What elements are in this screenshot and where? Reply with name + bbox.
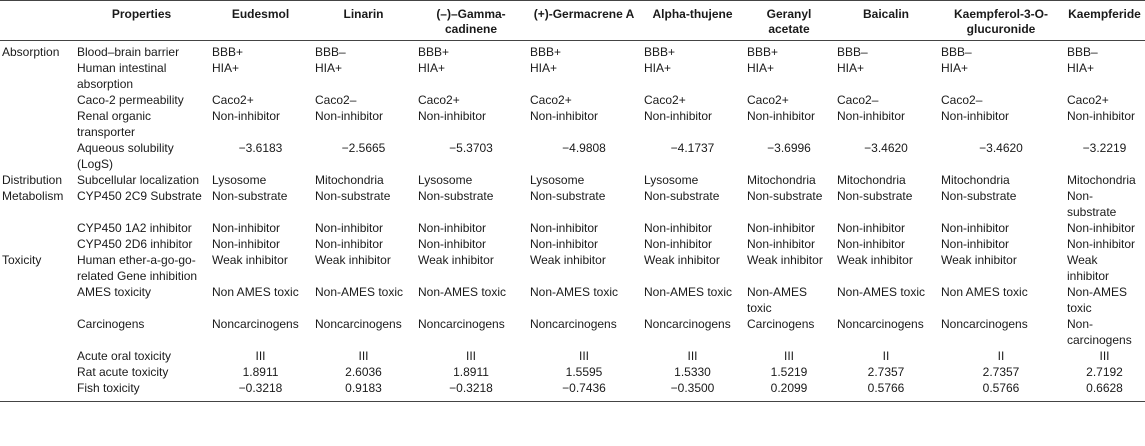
value-cell: −3.4620 (864, 141, 908, 155)
value-cell: 2.7357 (867, 365, 905, 379)
section-cell (0, 364, 74, 380)
value-cell: Non-inhibitor (837, 221, 906, 235)
property-cell: CYP450 1A2 inhibitor (77, 221, 192, 235)
value-cell: BBB– (315, 45, 346, 59)
value-cell: Caco2+ (747, 93, 789, 107)
table-row (0, 284, 1145, 316)
section-cell: Absorption (2, 45, 60, 59)
property-cell: Aqueous solubility (LogS) (77, 141, 174, 171)
value-cell: Caco2+ (418, 93, 460, 107)
property-cell: Human ether-a-go-go-related Gene inhibition (77, 253, 198, 283)
value-cell: Non-inhibitor (212, 221, 281, 235)
value-cell: Non-AMES toxic (530, 285, 619, 299)
value-cell: Non AMES toxic (941, 285, 1028, 299)
header-cell: Alpha-thujene (652, 7, 733, 21)
table-row (0, 108, 1145, 140)
value-cell: HIA+ (837, 61, 865, 75)
value-cell: Caco2+ (212, 93, 254, 107)
section-cell (0, 236, 74, 252)
value-cell: BBB+ (212, 45, 244, 59)
value-cell: HIA+ (315, 61, 343, 75)
value-cell: Non-inhibitor (315, 237, 384, 251)
table-row (0, 348, 1145, 364)
value-cell: BBB– (837, 45, 868, 59)
section-cell (0, 92, 74, 108)
section-cell (0, 220, 74, 236)
value-cell: −0.3218 (415, 380, 527, 402)
value-cell: 1.5219 (770, 365, 808, 379)
property-cell: Fish toxicity (74, 380, 209, 402)
header-cell: Eudesmol (231, 7, 290, 21)
value-cell: II (882, 349, 890, 363)
value-cell: Non-inhibitor (837, 237, 906, 251)
value-cell: HIA+ (212, 61, 240, 75)
value-cell: −4.1737 (670, 141, 715, 155)
value-cell: Caco2+ (644, 93, 686, 107)
value-cell: Noncarcinogens (837, 317, 924, 331)
value-cell: Non-inhibitor (747, 221, 816, 235)
property-cell: Carcinogens (77, 317, 145, 331)
value-cell: Weak inhibitor (941, 253, 1017, 267)
table-row (0, 316, 1145, 348)
value-cell: BBB– (941, 45, 972, 59)
property-cell: Rat acute toxicity (77, 365, 169, 379)
value-cell: 0.6628 (1064, 380, 1145, 402)
value-cell: Lysosome (530, 173, 585, 187)
value-cell: Lysosome (418, 173, 473, 187)
value-cell: −3.6996 (767, 141, 811, 155)
value-cell: Non-inhibitor (644, 221, 713, 235)
header-cell: Baicalin (862, 7, 910, 21)
value-cell: −4.9808 (562, 141, 606, 155)
header-cell: (–)–Gamma-cadinene (436, 7, 506, 36)
value-cell: HIA+ (644, 61, 672, 75)
value-cell: −0.3500 (641, 380, 744, 402)
value-cell: BBB+ (747, 45, 779, 59)
value-cell: Non-inhibitor (644, 237, 713, 251)
value-cell: BBB+ (530, 45, 562, 59)
value-cell: −0.7436 (527, 380, 641, 402)
value-cell: Non-substrate (837, 189, 913, 203)
section-cell (0, 140, 74, 172)
value-cell: Caco2+ (1067, 93, 1109, 107)
table-body (0, 41, 1145, 402)
value-cell: Noncarcinogens (941, 317, 1028, 331)
value-cell: Non-inhibitor (315, 221, 384, 235)
value-cell: Noncarcinogens (315, 317, 402, 331)
value-cell: −3.2219 (1082, 141, 1127, 155)
value-cell: Weak inhibitor (315, 253, 391, 267)
value-cell: Carcinogens (747, 317, 815, 331)
value-cell: HIA+ (1067, 61, 1095, 75)
header-row (0, 1, 1145, 41)
value-cell: III (783, 349, 794, 363)
table-row (0, 236, 1145, 252)
header-cell (0, 1, 74, 41)
value-cell: Non-substrate (747, 189, 823, 203)
value-cell: Non-inhibitor (1067, 221, 1136, 235)
value-cell: III (687, 349, 698, 363)
header-cell: Geranyl acetate (766, 7, 812, 36)
value-cell: Weak inhibitor (747, 253, 823, 267)
value-cell: Weak inhibitor (418, 253, 494, 267)
value-cell: Caco2– (837, 93, 879, 107)
value-cell: II (997, 349, 1005, 363)
table-row (0, 252, 1145, 284)
value-cell: Mitochondria (1067, 173, 1136, 187)
value-cell: Non-inhibitor (530, 221, 599, 235)
value-cell: Weak inhibitor (212, 253, 288, 267)
value-cell: Weak inhibitor (530, 253, 606, 267)
header-cell: Linarin (343, 7, 384, 21)
section-cell: Distribution (2, 173, 63, 187)
value-cell: Non-inhibitor (941, 221, 1010, 235)
section-cell (0, 316, 74, 348)
value-cell: Non-substrate (315, 189, 391, 203)
value-cell: BBB+ (644, 45, 676, 59)
value-cell: Caco2– (315, 93, 357, 107)
value-cell: Non-AMES toxic (315, 285, 404, 299)
value-cell: Non-inhibitor (212, 109, 281, 123)
property-cell: Subcellular localization (77, 173, 200, 187)
header-cell: (+)-Germacrene A (533, 7, 635, 21)
table-row (0, 92, 1145, 108)
value-cell: Non-inhibitor (747, 109, 816, 123)
value-cell: Weak inhibitor (1067, 253, 1110, 283)
property-cell: CYP450 2C9 Substrate (77, 189, 202, 203)
value-cell: Mitochondria (941, 173, 1010, 187)
value-cell: Non-substrate (530, 189, 606, 203)
value-cell: −0.3218 (209, 380, 312, 402)
section-cell (0, 348, 74, 364)
value-cell: 0.5766 (834, 380, 938, 402)
table-row (0, 188, 1145, 220)
section-cell (0, 380, 74, 402)
value-cell: 0.9183 (312, 380, 415, 402)
value-cell: III (578, 349, 589, 363)
section-cell (0, 60, 74, 92)
value-cell: 1.8911 (242, 365, 279, 379)
value-cell: Weak inhibitor (644, 253, 720, 267)
value-cell: Caco2– (941, 93, 983, 107)
value-cell: Non-substrate (1067, 189, 1117, 219)
value-cell: Non-inhibitor (212, 237, 281, 251)
table-row (0, 220, 1145, 236)
section-cell (0, 108, 74, 140)
value-cell: Non-substrate (418, 189, 494, 203)
table-row (0, 41, 1145, 61)
value-cell: Non-carcinogens (1067, 317, 1132, 347)
table-row (0, 60, 1145, 92)
value-cell: Non-AMES toxic (418, 285, 507, 299)
value-cell: 2.7357 (982, 365, 1020, 379)
value-cell: Non-AMES toxic (1067, 285, 1128, 315)
value-cell: 2.7192 (1086, 365, 1123, 379)
value-cell: Non AMES toxic (212, 285, 299, 299)
table-row (0, 380, 1145, 402)
value-cell: Non-inhibitor (644, 109, 713, 123)
value-cell: Noncarcinogens (418, 317, 505, 331)
value-cell: Mitochondria (837, 173, 906, 187)
value-cell: HIA+ (747, 61, 775, 75)
value-cell: HIA+ (418, 61, 446, 75)
value-cell: Noncarcinogens (530, 317, 617, 331)
value-cell: Noncarcinogens (212, 317, 299, 331)
value-cell: 1.8911 (453, 365, 489, 379)
value-cell: Non-substrate (212, 189, 288, 203)
value-cell: Non-AMES toxic (747, 285, 808, 315)
value-cell: Non-inhibitor (941, 237, 1010, 251)
section-cell: Metabolism (2, 189, 64, 203)
value-cell: III (255, 349, 266, 363)
value-cell: III (358, 349, 369, 363)
value-cell: Non-inhibitor (1067, 109, 1136, 123)
header-cell: Properties (111, 7, 172, 21)
value-cell: Non-inhibitor (418, 237, 487, 251)
value-cell: Non-inhibitor (530, 109, 599, 123)
value-cell: −2.5665 (341, 141, 386, 155)
header-cell: Kaempferol-3-O-glucuronide (953, 7, 1048, 36)
value-cell: 1.5330 (674, 365, 711, 379)
table-row (0, 140, 1145, 172)
property-cell: Caco-2 permeability (77, 93, 184, 107)
value-cell: Non-substrate (941, 189, 1017, 203)
value-cell: −5.3703 (449, 141, 493, 155)
value-cell: 0.2099 (744, 380, 834, 402)
table-row (0, 364, 1145, 380)
value-cell: 2.6036 (345, 365, 382, 379)
property-cell: Blood–brain barrier (77, 45, 180, 59)
value-cell: Non-AMES toxic (644, 285, 733, 299)
value-cell: Non-inhibitor (1067, 237, 1136, 251)
property-cell: CYP450 2D6 inhibitor (77, 237, 193, 251)
property-cell: Acute oral toxicity (77, 349, 172, 363)
value-cell: 1.5595 (565, 365, 603, 379)
value-cell: Non-inhibitor (418, 221, 487, 235)
value-cell: III (1099, 349, 1110, 363)
value-cell: BBB– (1067, 45, 1098, 59)
value-cell: Non-inhibitor (315, 109, 384, 123)
table-row (0, 172, 1145, 188)
value-cell: Mitochondria (747, 173, 816, 187)
value-cell: Lysosome (212, 173, 267, 187)
value-cell: −3.6183 (238, 141, 283, 155)
value-cell: Noncarcinogens (644, 317, 731, 331)
value-cell: Mitochondria (315, 173, 384, 187)
section-cell (0, 284, 74, 316)
property-cell: Human intestinal absorption (77, 61, 167, 91)
value-cell: Weak inhibitor (837, 253, 913, 267)
value-cell: Non-substrate (644, 189, 720, 203)
value-cell: −3.4620 (979, 141, 1023, 155)
value-cell: Non-inhibitor (941, 109, 1010, 123)
value-cell: 0.5766 (938, 380, 1064, 402)
value-cell: Non-inhibitor (530, 237, 599, 251)
property-cell: Renal organic transporter (77, 109, 152, 139)
value-cell: Caco2+ (530, 93, 572, 107)
value-cell: Non-inhibitor (837, 109, 906, 123)
property-cell: AMES toxicity (77, 285, 152, 299)
value-cell: Non-AMES toxic (837, 285, 926, 299)
value-cell: HIA+ (941, 61, 969, 75)
value-cell: Lysosome (644, 173, 699, 187)
value-cell: Non-inhibitor (747, 237, 816, 251)
section-cell: Toxicity (2, 253, 42, 267)
value-cell: BBB+ (418, 45, 450, 59)
value-cell: III (465, 349, 476, 363)
header-cell: Kaempferide (1068, 7, 1141, 21)
value-cell: Non-inhibitor (418, 109, 487, 123)
value-cell: HIA+ (530, 61, 558, 75)
